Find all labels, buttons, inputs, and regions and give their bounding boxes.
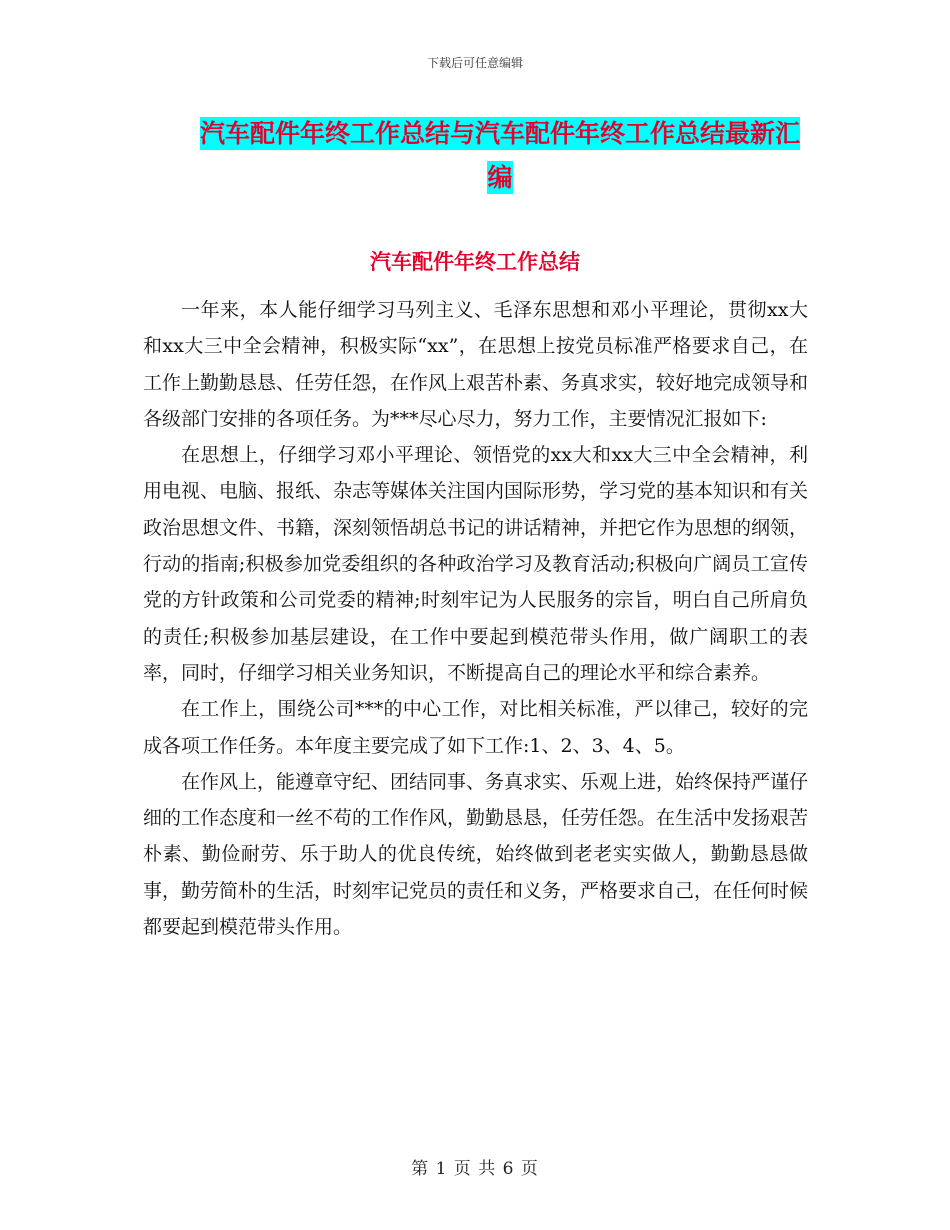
section-title: 汽车配件年终工作总结 [370,250,580,274]
body-paragraph: 一年来，本人能仔细学习马列主义、毛泽东思想和邓小平理论，贯彻xx大和xx大三中全会精神，积极实际“xx”，在思想上按党员标准严格要求自己，在工作上勤勤恳恳、任劳任怨，在作风上艰苦朴素、务真求实，较好地完成领导和各级部门安排的各项任务。为***尽心尽力，努力工作，主要情况汇报如下: [143,299,809,430]
page-header-note: 下载后可任意编辑 [426,56,523,70]
document-title [190,112,810,200]
body-paragraph: 在作风上，能遵章守纪、团结同事、务真求实、乐观上进，始终保持严谨仔细的工作态度和一丝不苟的工作作风，勤勤恳恳，任劳任怨。在生活中发扬艰苦朴素、勤俭耐劳、乐于助人的优良传统，始终做到老老实实做人，勤勤恳恳做事，勤劳简朴的生活，时刻牢记党员的责任和义务，严格要求自己，在任何时候都要起到模范带头作用。 [143,770,809,939]
body-paragraph: 在工作上，围绕公司***的中心工作，对比相关标准，严以律己，较好的完成各项工作任务。本年度主要完成了如下工作:1、2、3、4、5。 [143,698,808,757]
body-paragraph: 在思想上，仔细学习邓小平理论、领悟党的xx大和xx大三中全会精神，利用电视、电脑、报纸、杂志等媒体关注国内国际形势，学习党的基本知识和有关政治思想文件、书籍，深刻领悟胡总书记的讲话精神，并把它作为思想的纲领，行动的指南;积极参加党委组织的各种政治学习及教育活动;积极向广阔员工宣传党的方针政策和公司党委的精神;时刻牢记为人民服务的宗旨，明白自己所肩负的责任;积极参加基层建设，在工作中要起到模范带头作用，做广阔职工的表率，同时，仔细学习相关业务知识，不断提高自己的理论水平和综合素养。 [143,444,809,684]
document-body [143,292,808,945]
page-number-footer: 第 1 页 共 6 页 [411,1159,539,1179]
document-title-text: 汽车配件年终工作总结与汽车配件年终工作总结最新汇编 [199,119,800,192]
